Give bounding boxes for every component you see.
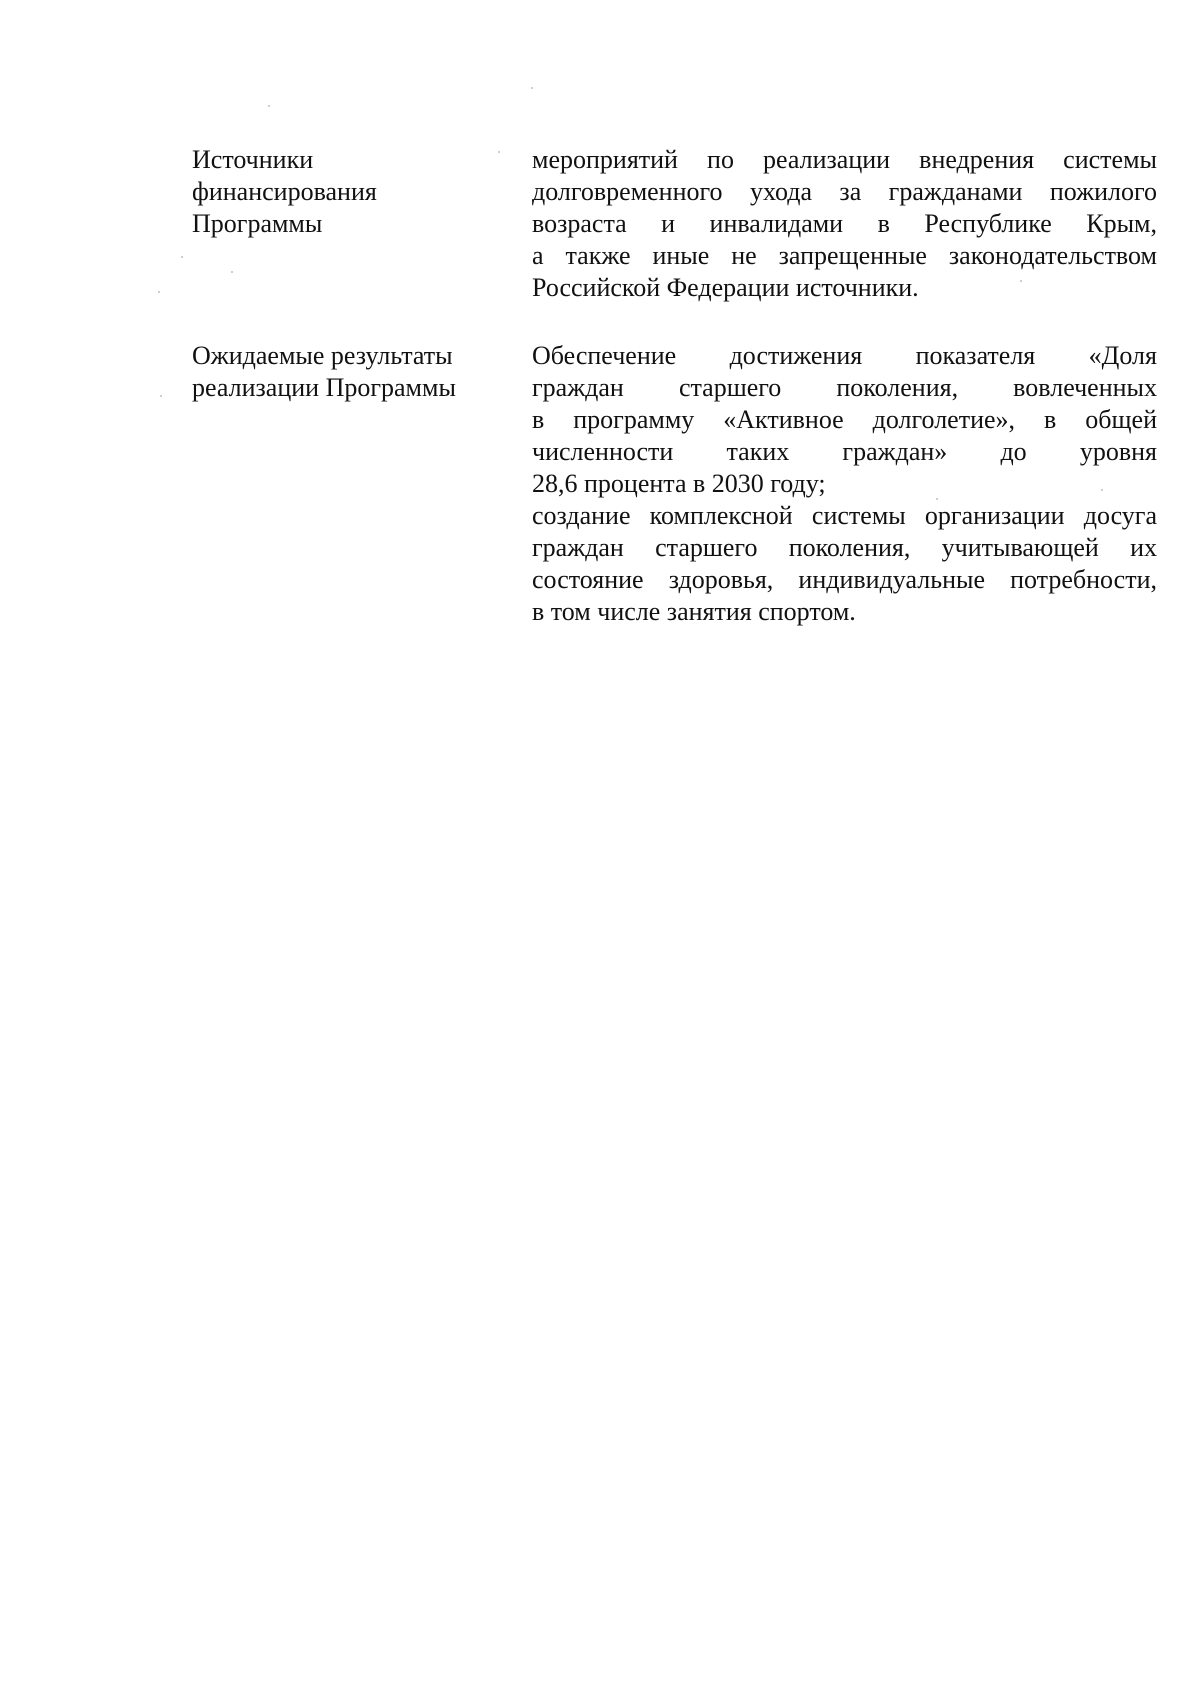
label-line: Источники bbox=[192, 145, 314, 174]
content-line: Российской Федерации источники. bbox=[532, 273, 919, 302]
label-line: финансирования bbox=[192, 177, 377, 206]
content-line: в программу «Активное долголетие», в общей bbox=[532, 405, 1157, 434]
section-label bbox=[192, 340, 532, 404]
scan-speck bbox=[158, 291, 160, 293]
content-line: состояние здоровья, индивидуальные потребности, bbox=[532, 565, 1157, 594]
section-expected-results bbox=[192, 340, 1157, 628]
content-line: численности таких граждан» до уровня bbox=[532, 437, 1157, 466]
label-line: Ожидаемые результаты bbox=[192, 341, 453, 370]
content-line: граждан старшего поколения, вовлеченных bbox=[532, 373, 1157, 402]
section-content bbox=[532, 340, 1157, 628]
content-line: мероприятий по реализации внедрения системы bbox=[532, 145, 1157, 174]
scan-speck bbox=[268, 105, 270, 107]
content-line: возраста и инвалидами в Республике Крым, bbox=[532, 209, 1157, 238]
section-financing-sources bbox=[192, 144, 1157, 304]
content-line: в том числе занятия спортом. bbox=[532, 597, 856, 626]
content-line: создание комплексной системы организации досуга bbox=[532, 501, 1157, 530]
content-line: долговременного ухода за гражданами пожилого bbox=[532, 177, 1157, 206]
section-content bbox=[532, 144, 1157, 304]
content-line: Обеспечение достижения показателя «Доля bbox=[532, 341, 1157, 370]
scan-speck bbox=[531, 87, 533, 89]
label-line: Программы bbox=[192, 209, 323, 238]
content-line: 28,6 процента в 2030 году; bbox=[532, 469, 826, 498]
content-line: граждан старшего поколения, учитывающей их bbox=[532, 533, 1157, 562]
scan-speck bbox=[181, 256, 183, 258]
section-label bbox=[192, 144, 532, 240]
content-line: а также иные не запрещенные законодательством bbox=[532, 241, 1157, 270]
label-line: реализации Программы bbox=[192, 373, 456, 402]
scan-speck bbox=[160, 395, 162, 397]
